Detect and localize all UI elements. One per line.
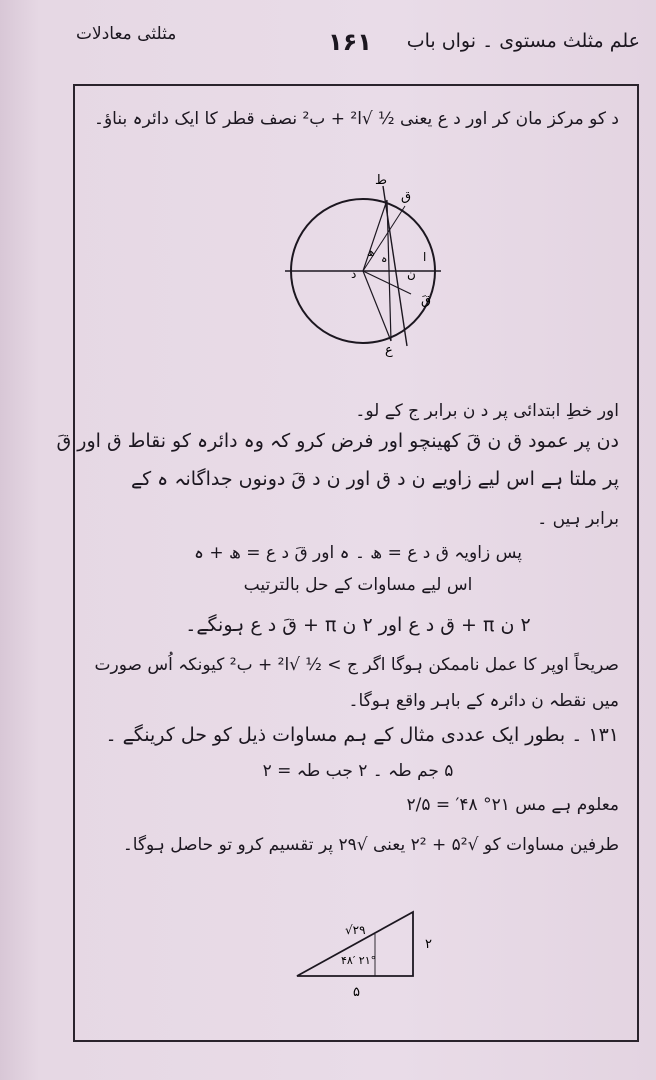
text-line-5: برابر ہیں ۔ [537, 509, 619, 529]
text-line-13: معلوم ہے مس ۲۱° ۴۸′ = ۲/۵ [406, 795, 619, 815]
diagram-label-a: ا [423, 250, 427, 264]
text-line-11: ۱۳۱ ۔ بطور ایک عددی مثال کے ہم مساوات ذیل کو حل کرینگے ۔ [105, 724, 619, 746]
content-frame [56, 84, 639, 1042]
diagram-label-q2: قَ [421, 293, 432, 308]
diagram-label-n: ن [407, 267, 416, 281]
diagram-label-d: د [351, 267, 357, 281]
text-line-7: اس لیے مساوات کے حل بالترتیب [243, 575, 473, 595]
page-number: ۱۶۱ [328, 28, 372, 56]
diagram-label-q: ق [401, 189, 412, 204]
text-line-12: ۵ جم طہ ۔ ۲ جب طہ = ۲ [262, 761, 454, 781]
triangle-diagram [75, 886, 641, 1016]
diagram-label-he: ھ [367, 246, 375, 259]
text-line-6: پس زاویہ ق د ع = ھ ۔ ہ اور قَ د ع = ھ + ہ [193, 543, 522, 563]
section-title: مثلثی معادلات [76, 24, 177, 44]
text-line-4: پر ملتا ہے اس لیے زاویے ن د ق اور ن د قَ دونوں جداگانہ ہ کے [130, 468, 619, 490]
text-line-1: د کو مرکز مان کر اور د ع یعنی ½ √ا² + ب² نصف قطر کا ایک دائرہ بناؤ۔ [94, 109, 619, 129]
chapter-title: علم مثلث مستوی ۔ نواں باب [406, 30, 640, 52]
diagram-label-t: ط [375, 173, 388, 188]
page-header [70, 18, 640, 70]
diagram-label-e: ع [385, 343, 393, 358]
text-line-8: ۲ ن π + ق د ع اور ۲ ن π + قَ د ع ہونگے۔ [185, 614, 531, 636]
text-line-3: دن پر عمود ق ن قَ کھینچو اور فرض کرو کہ وہ دائرہ کو نقاط ق اور قَ [56, 430, 619, 452]
text-line-9: صریحاً اوپر کا عمل ناممکن ہوگا اگر ج > ½ √ا² + ب² کیونکہ اُس صورت [94, 655, 619, 675]
text-line-10: میں نقطہ ن دائرہ کے باہر واقع ہوگا۔ [348, 691, 619, 711]
chord-vertical [383, 186, 407, 346]
text-line-14: طرفین مساوات کو √۵² + ۲² یعنی √۲۹ پر تقسیم کرو تو حاصل ہوگا۔ [122, 835, 619, 855]
triangle-hypotenuse-label: √۲۹ [345, 923, 366, 937]
triangle-side-label: ۲ [425, 937, 432, 952]
diagram-label-h: ہ [381, 252, 388, 265]
text-line-2: اور خطِ ابتدائی پر د ن برابر ج کے لو۔ [355, 401, 619, 421]
triangle-base-label: ۵ [353, 985, 360, 1000]
line-d-e [363, 271, 391, 341]
triangle-angle-label: ۴۸′ ۲۱° [341, 954, 377, 967]
